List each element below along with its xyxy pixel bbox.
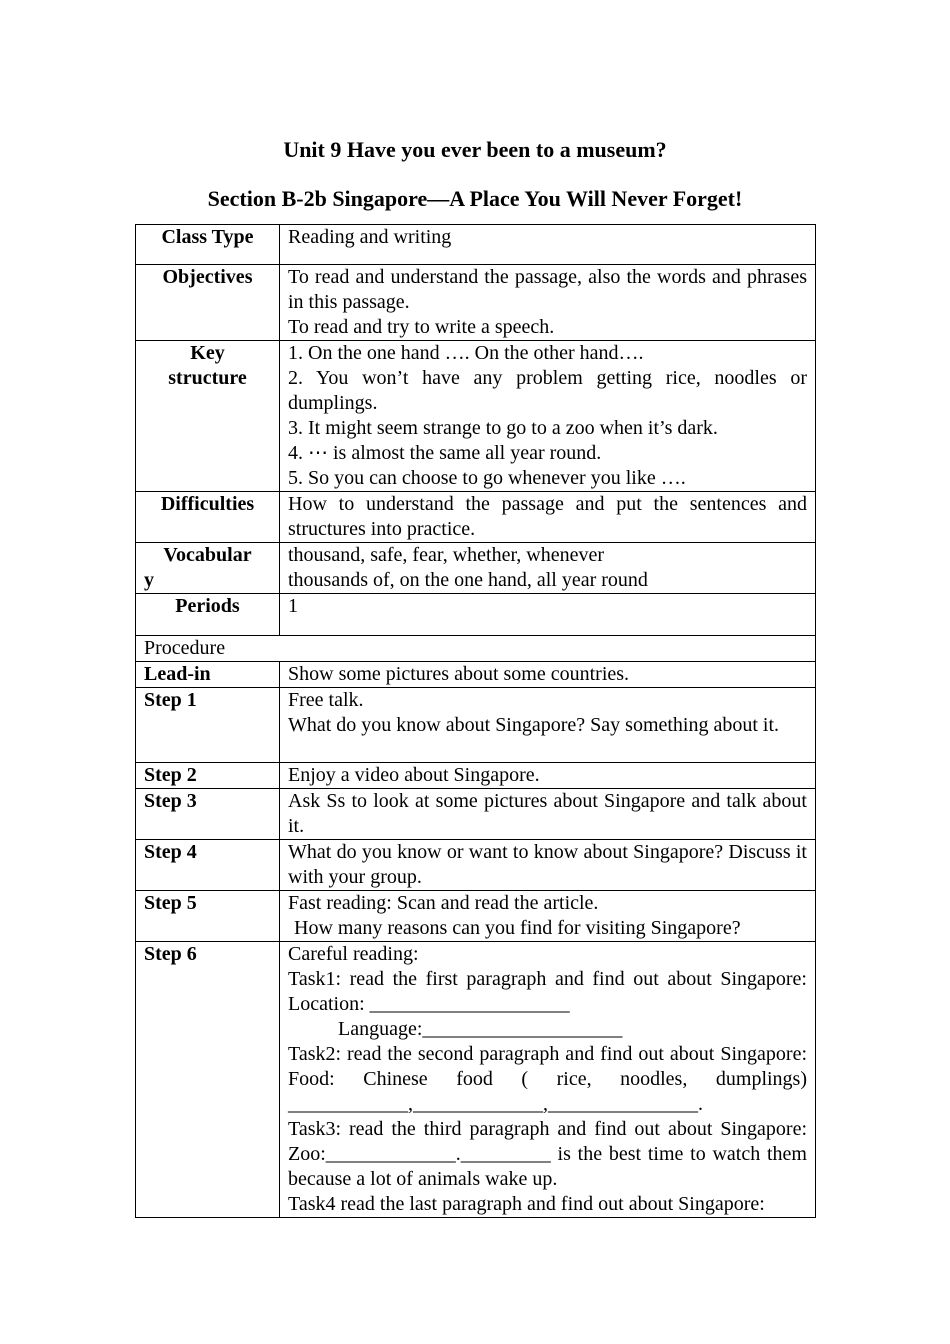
row-lead-in	[136, 662, 816, 688]
value-step-6	[280, 942, 816, 1218]
row-step-5	[136, 891, 816, 942]
procedure-heading: Procedure	[136, 636, 816, 662]
label-step-6: Step 6	[136, 942, 280, 1218]
label-vocabulary-line1: Vocabular	[163, 544, 252, 566]
label-step-5: Step 5	[136, 891, 280, 942]
vocabulary-line: thousand, safe, fear, whether, whenever	[288, 544, 605, 566]
row-step-2	[136, 763, 816, 789]
step-line: Fast reading: Scan and read the article.	[288, 892, 599, 914]
row-step-6	[136, 942, 816, 1218]
value-class-type: Reading and writing	[280, 225, 816, 265]
structure-item: 4. ⋯ is almost the same all year round.	[288, 442, 602, 464]
structure-item: 2. You won’t have any problem getting rice, noodles or dumplings.	[288, 367, 807, 414]
label-key-structure-line2: structure	[168, 367, 247, 389]
label-key-structure-line1: Key	[190, 342, 225, 364]
row-vocabulary	[136, 543, 816, 594]
value-step-5	[280, 891, 816, 942]
lesson-plan-table	[135, 224, 816, 1218]
task-line: Task1: read the first paragraph and find out about Singapore: Location: ____________________	[288, 968, 807, 1015]
label-step-1: Step 1	[136, 688, 280, 763]
label-step-2: Step 2	[136, 763, 280, 789]
row-periods	[136, 594, 816, 636]
value-objectives	[280, 265, 816, 341]
step-line: What do you know about Singapore? Say something about it.	[288, 714, 780, 736]
label-step-3: Step 3	[136, 789, 280, 840]
row-procedure-heading	[136, 636, 816, 662]
step-line: Free talk.	[288, 689, 364, 711]
value-step-2: Enjoy a video about Singapore.	[280, 763, 816, 789]
structure-item: 3. It might seem strange to go to a zoo when it’s dark.	[288, 417, 718, 439]
page-subtitle: Section B-2b Singapore—A Place You Will Never Forget!	[207, 186, 743, 211]
row-class-type	[136, 225, 816, 265]
structure-item: 1. On the one hand …. On the other hand….	[288, 342, 644, 364]
task-line: Task3: read the third paragraph and find out about Singapore: Zoo:_____________._________ is the best time to watch them because a lot of animals wake up.	[288, 1118, 807, 1190]
value-vocabulary	[280, 543, 816, 594]
page-title: Unit 9 Have you ever been to a museum?	[283, 137, 667, 162]
task-line: Task4 read the last paragraph and find out about Singapore:	[288, 1193, 765, 1215]
value-key-structure	[280, 341, 816, 492]
structure-item: 5. So you can choose to go whenever you like ….	[288, 467, 686, 489]
label-objectives: Objectives	[136, 265, 280, 341]
row-step-1	[136, 688, 816, 763]
label-lead-in: Lead-in	[136, 662, 280, 688]
objective-line: To read and understand the passage, also the words and phrases in this passage.	[288, 266, 807, 313]
task-line: Language:____________________	[338, 1018, 623, 1040]
objective-line: To read and try to write a speech.	[288, 316, 555, 338]
row-step-3	[136, 789, 816, 840]
value-lead-in: Show some pictures about some countries.	[280, 662, 816, 688]
label-key-structure	[136, 341, 280, 492]
label-step-4: Step 4	[136, 840, 280, 891]
task-line: Careful reading:	[288, 943, 419, 965]
row-objectives	[136, 265, 816, 341]
value-difficulties: How to understand the passage and put the sentences and structures into practice.	[280, 492, 816, 543]
value-step-1	[280, 688, 816, 763]
label-difficulties: Difficulties	[136, 492, 280, 543]
value-step-4: What do you know or want to know about Singapore? Discuss it with your group.	[280, 840, 816, 891]
label-vocabulary	[136, 543, 280, 594]
label-periods: Periods	[136, 594, 280, 636]
vocabulary-line: thousands of, on the one hand, all year round	[288, 569, 648, 591]
label-class-type: Class Type	[136, 225, 280, 265]
value-step-3: Ask Ss to look at some pictures about Singapore and talk about it.	[280, 789, 816, 840]
step-line: How many reasons can you find for visiting Singapore?	[294, 917, 741, 939]
row-key-structure	[136, 341, 816, 492]
value-periods: 1	[280, 594, 816, 636]
task-line: Task2: read the second paragraph and find out about Singapore: Food: Chinese food ( rice, noodles, dumplings) ____________,_____________,_______________.	[288, 1043, 807, 1115]
row-step-4	[136, 840, 816, 891]
label-vocabulary-line2: y	[144, 569, 154, 591]
row-difficulties	[136, 492, 816, 543]
